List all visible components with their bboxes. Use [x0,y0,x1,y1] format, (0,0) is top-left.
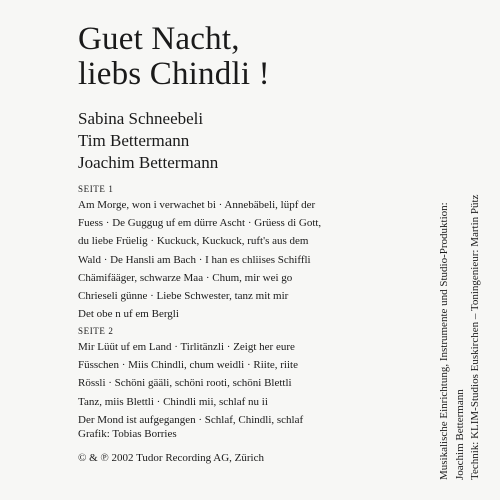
credit-line: Musikalische Einrichtung, Instrumente und Studio-Produktion: [438,202,450,480]
tracklist-line: du liebe Früelig · Kuckuck, Kuckuck, ruft's aus dem [78,235,309,248]
album-title-line-2: liebs Chindli ! [78,56,270,92]
graphic-credit: Grafik: Tobias Borries [78,428,177,440]
side-1-label: SEITE 1 [78,184,114,194]
side-1-tracklist [78,196,378,323]
credit-line: Technik: KLIM-Studios Euskirchen – Toningenieur: Martin Pütz [469,194,481,480]
tracklist-line: Det obe n uf em Bergli [78,308,179,321]
artist-list [78,108,218,174]
tracklist-line: Chämifääger, schwarze Maa · Chum, mir wei go [78,271,293,284]
tracklist-line: Am Morge, won i verwachet bi · Annebäbeli, lüpf der [78,199,316,211]
tracklist-line: Chrieseli günne · Liebe Schwester, tanz mit mir [78,290,289,303]
album-title [78,22,270,92]
credit-line: Joachim Bettermann [453,389,466,480]
side-2-tracklist [78,338,378,429]
artist-name: Tim Bettermann [78,131,190,150]
tracklist-line: Der Mond ist aufgegangen · Schlaf, Chindli, schlaf [78,413,304,426]
album-title-line-1: Guet Nacht, [78,21,240,57]
tracklist-line: Füsschen · Miis Chindli, chum weidli · Riite, riite [78,359,298,372]
tracklist-line: Rössli · Schöni gääli, schöni rooti, schöni Blettli [78,377,292,390]
side-2-label: SEITE 2 [78,326,114,336]
tracklist-line: Wald · De Hansli am Bach · I han es chliises Schiffli [78,253,311,266]
artist-name: Joachim Bettermann [78,153,219,172]
tracklist-line: Tanz, miis Blettli · Chindli mii, schlaf nu ii [78,395,268,408]
tracklist-line: Fuess · De Guggug uf em dürre Ascht · Grüess di Gott, [78,217,322,230]
production-credits [437,40,484,480]
artist-name: Sabina Schneebeli [78,109,204,128]
tracklist-line: Mir Lüüt uf em Land · Tirlitänzli · Zeigt her eure [78,341,295,353]
copyright-notice: © & ℗ 2002 Tudor Recording AG, Zürich [78,452,264,464]
